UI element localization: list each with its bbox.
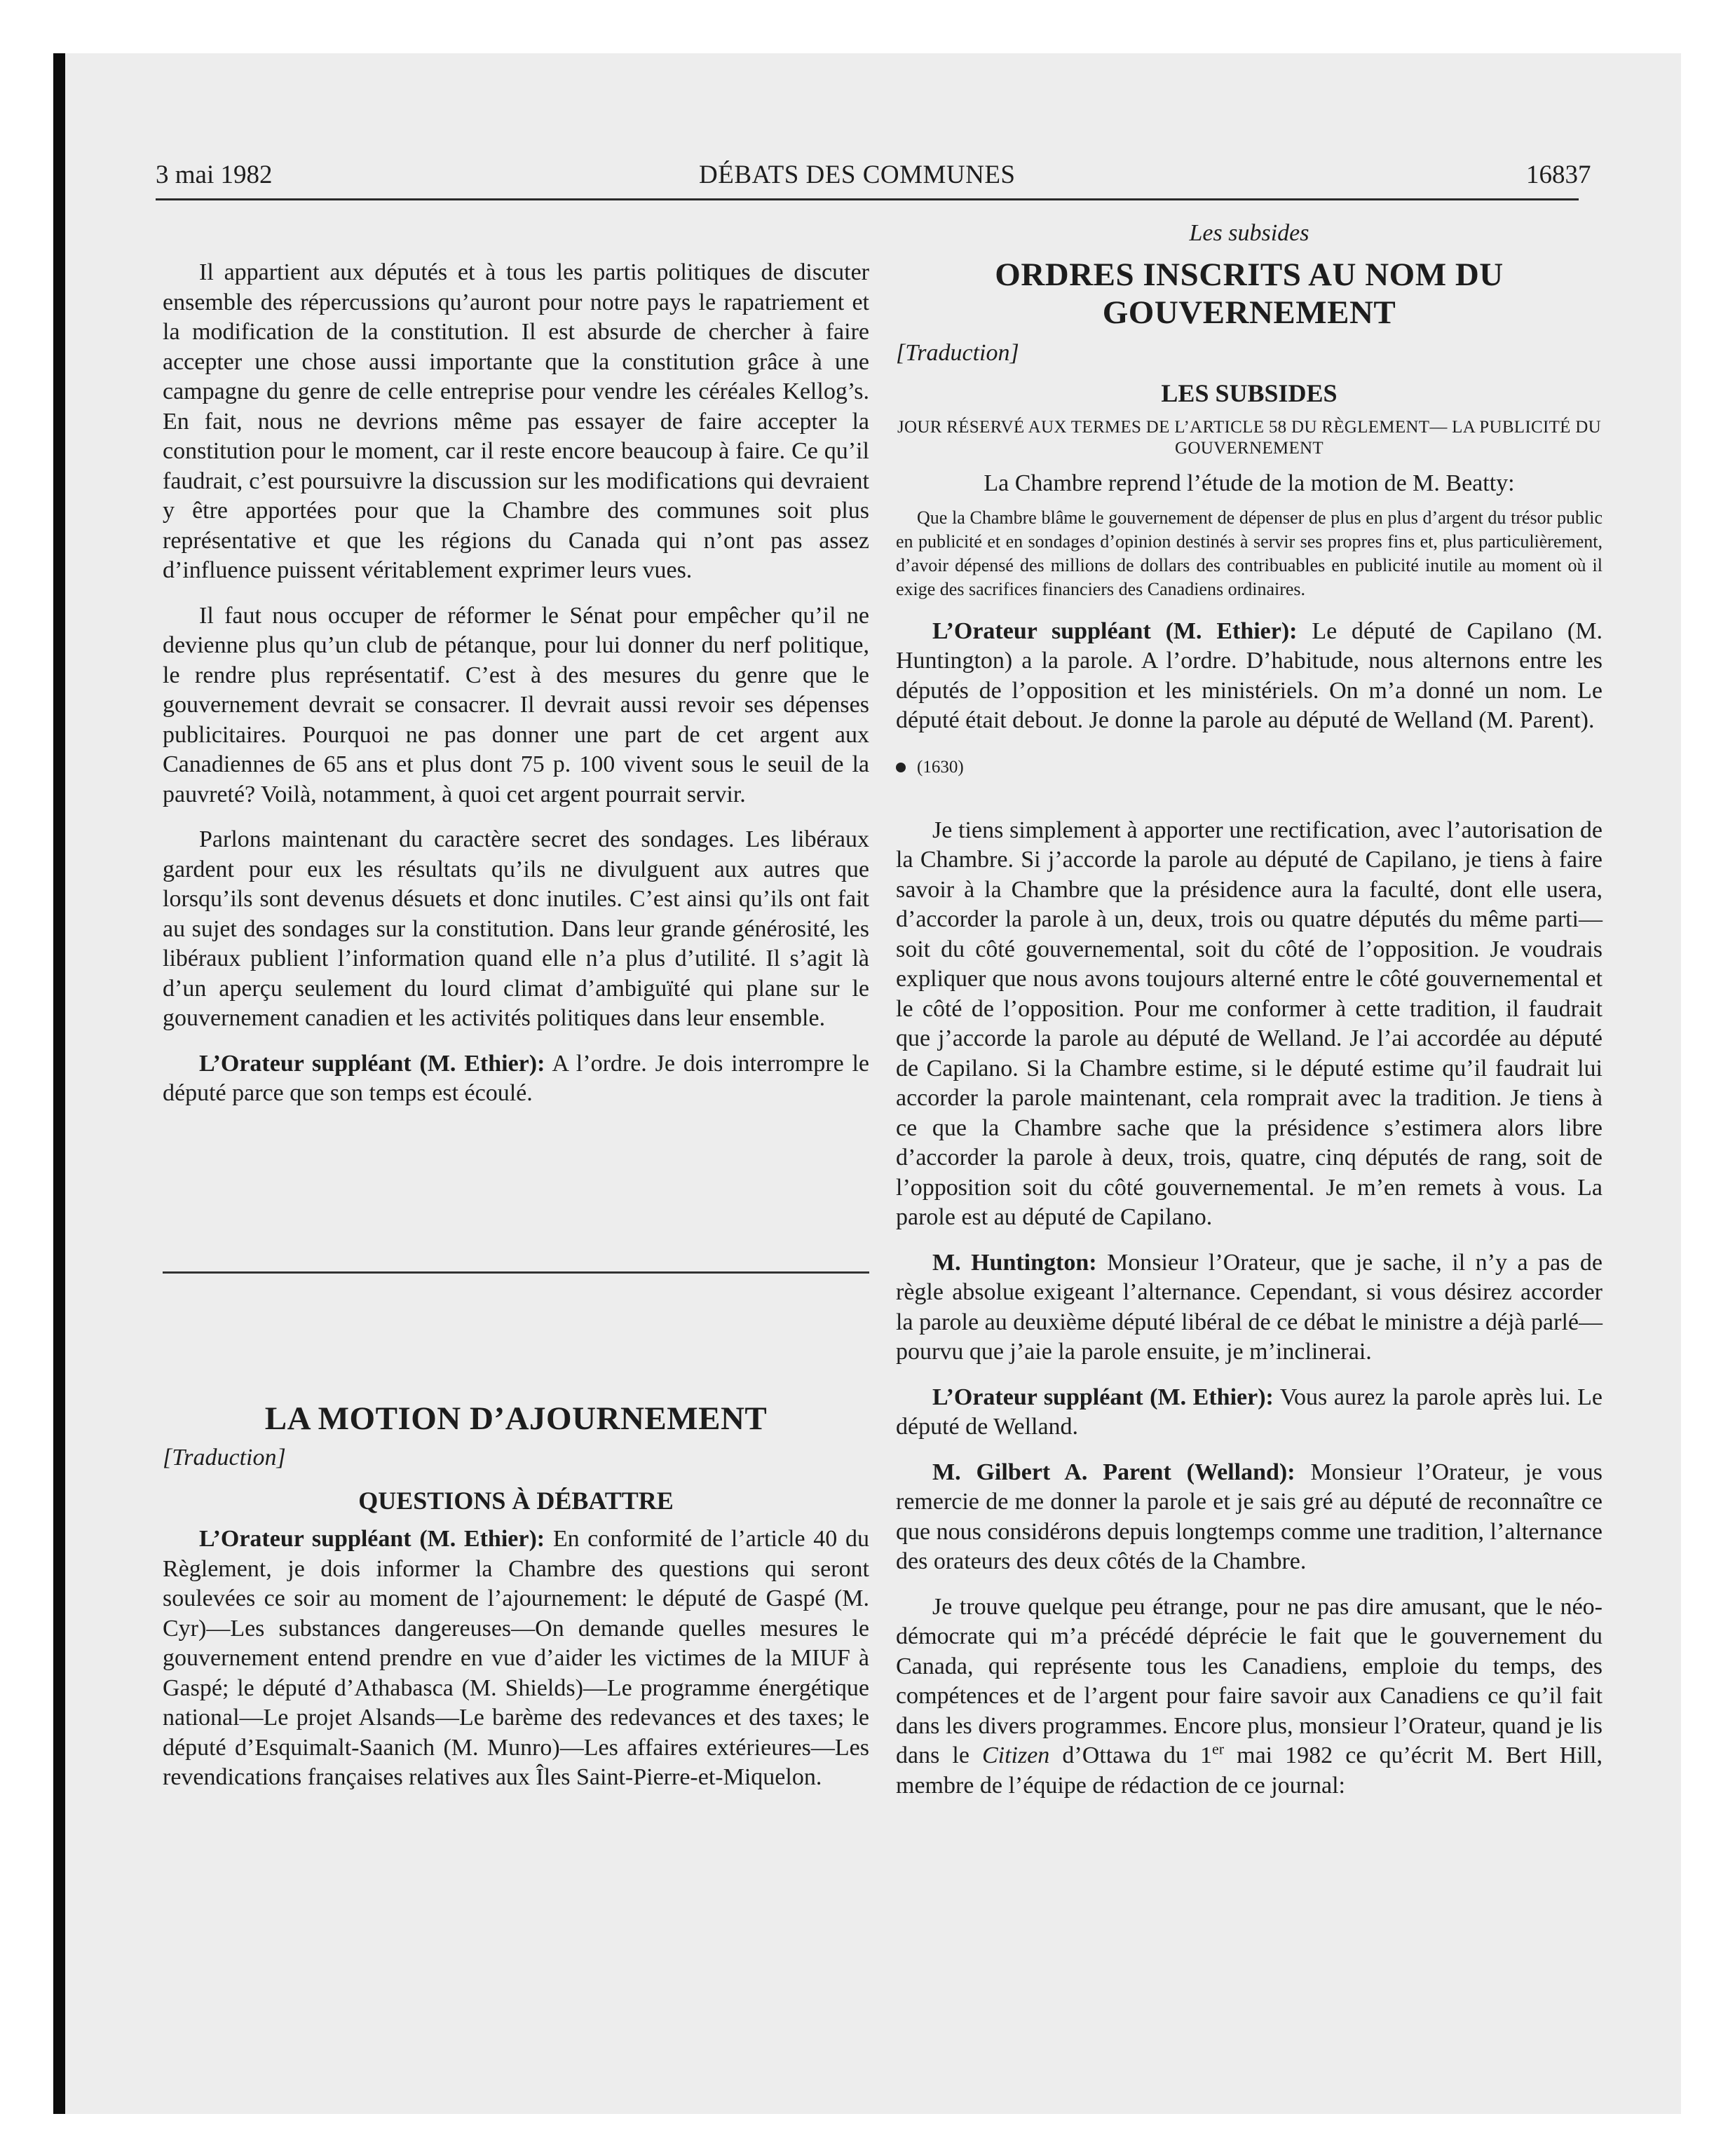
- binding-edge: [53, 53, 65, 2114]
- speaker-name: M. Gilbert A. Parent (Welland):: [932, 1459, 1295, 1485]
- speaker-name: L’Orateur suppléant (M. Ethier):: [932, 618, 1298, 644]
- timestamp: (1630): [917, 757, 964, 777]
- speech-text: Le député de Capilano (M. Huntington) a la parole. A l’ordre. D’habitude, nous alternons entre les députés de l’opposition et les ministériels. On m’a donné un nom. Le député était debout. Je donne la parole au député de Welland (M. Parent).: [896, 618, 1603, 733]
- speech-text: Monsieur l’Orateur, que je sache, il n’y a pas de règle absolue exigeant l’alternance. Cependant, si vous désirez accorder la parole au deuxième député libéral de ce débat le ministre a déjà parlé—pourvu que j’aie la parole ensuite, je m’inclinerai.: [896, 1249, 1603, 1365]
- text-run: d’Ottawa du 1: [1049, 1742, 1212, 1769]
- newspaper-name: Citizen: [981, 1742, 1050, 1769]
- speech-paragraph: [896, 1458, 1603, 1577]
- ordinal-suffix: er: [1211, 1740, 1225, 1759]
- header-title: DÉBATS DES COMMUNES: [699, 161, 1016, 189]
- speaker-name: L’Orateur suppléant (M. Ethier):: [199, 1526, 545, 1552]
- translation-note: [Traduction]: [163, 1444, 286, 1471]
- header-page-number: 16837: [1526, 161, 1591, 189]
- speech-paragraph: [163, 1049, 869, 1109]
- speaker-name: L’Orateur suppléant (M. Ethier):: [932, 1384, 1274, 1410]
- text-run: Je trouve quelque peu étrange, pour ne pas dire amusant, que le néo-démocrate qui m’a précédé déprécie le fait que le gouvernement du Canada, qui représente tous les Canadiens, emploie du temps, des compétences et de l’argent pour faire savoir aux Canadiens ce qu’il fait dans les divers programmes. Encore plus, monsieur l’Orateur, quand je lis dans le: [896, 1593, 1603, 1769]
- subheading: JOUR RÉSERVÉ AUX TERMES DE L’ARTICLE 58 DU RÈGLEMENT— LA PUBLICITÉ DU GOUVERNEMENT: [897, 418, 1601, 458]
- speaker-name: M. Huntington:: [932, 1249, 1097, 1276]
- left-column: [163, 219, 869, 1793]
- section-rule: [163, 1271, 869, 1274]
- speech-text: Vous aurez la parole après lui. Le député de Welland.: [896, 1384, 1603, 1440]
- header-rule: [156, 198, 1579, 200]
- subsection-heading: QUESTIONS À DÉBATTRE: [358, 1487, 674, 1515]
- bullet-icon: [896, 763, 906, 772]
- speech-paragraph: [896, 1248, 1603, 1367]
- paragraph: Je tiens simplement à apporter une rectification, avec l’autorisation de la Chambre. Si j’accorde la parole au député de Capilano, je tiens à faire savoir à la Chambre que la présidence aura la faculté, dont elle usera, d’accorder la parole à un, deux, trois ou quatre députés du même parti—soit du côté gouvernemental, soit du côté de l’opposition. Je voudrais expliquer que nous avons toujours alterné entre le côté gouvernemental et le côté de l’opposition. Pour me conformer à cette tradition, il faudrait que j’accorde la parole au député de Welland. Je l’ai accordée au député de Capilano. Si la Chambre estime, si le député estime qu’il faudrait lui accorder la parole maintenant, cela romprait avec la tradition. Je tiens à ce que la Chambre sache que la présidence s’estimera alors libre d’accorder la parole à deux, trois, quatre, cinq députés de rang, soit de l’opposition soit du côté gouvernemental. Je m’en remets à vous. La parole est au député de Capilano.: [896, 817, 1603, 1231]
- right-column: [896, 219, 1603, 1801]
- speech-text: Monsieur l’Orateur, je vous remercie de me donner la parole et je sais gré au député de reconnaître ce que nous considérons depuis longtemps comme une tradition, l’alternance des orateurs des deux côtés de la Chambre.: [896, 1459, 1603, 1575]
- paragraph: Parlons maintenant du caractère secret des sondages. Les libéraux gardent pour eux les résultats qu’ils ne divulguent aux autres que lorsqu’ils sont devenus désuets et donc inutiles. C’est ainsi qu’ils ont fait au sujet des sondages sur la constitution. Dans leur grande générosité, les libéraux publient l’information quand elle n’a plus d’utilité. Il s’agit là d’un aperçu seulement du lourd climat d’ambiguïté qui plane sur le gouvernement canadien et les activités politiques dans leur ensemble.: [163, 826, 869, 1031]
- header-date: 3 mai 1982: [156, 161, 273, 189]
- text-run: mai 1982 ce qu’écrit M. Bert Hill, membre de l’équipe de rédaction de ce journal:: [896, 1742, 1603, 1799]
- subsection-heading: LES SUBSIDES: [1161, 379, 1338, 407]
- paragraph: Il appartient aux députés et à tous les partis politiques de discuter ensemble des répercussions qu’auront pour notre pays le rapatriement et la modification de la constitution. Il est absurde de chercher à faire accepter une chose aussi importante que la constitution grâce à une campagne du genre de celle entreprise pour vendre les céréales Kellog’s. En fait, nous ne devrions même pas essayer de faire accepter la constitution pour le moment, car il reste encore beaucoup à faire. Ce qu’il faudrait, c’est poursuivre la discussion sur les modifications qui devraient y être apportées pour que la Chambre des communes soit plus représentative et que les régions du Canada qui n’ont pas assez d’influence puissent véritablement exprimer leurs vues.: [163, 259, 869, 583]
- section-heading: ORDRES INSCRITS AU NOM DU GOUVERNEMENT: [995, 256, 1504, 331]
- running-head: Les subsides: [1189, 220, 1309, 246]
- paragraph: [896, 1592, 1603, 1801]
- speech-paragraph: [163, 1524, 869, 1793]
- speech-paragraph: [896, 617, 1603, 736]
- translation-note: [Traduction]: [896, 339, 1019, 366]
- paragraph: Il faut nous occuper de réformer le Sénat pour empêcher qu’il ne devienne plus qu’un club de pétanque, pour lui donner du nerf politique, le rendre plus représentatif. C’est à des mesures du genre que le gouvernement devrait se consacrer. Il devrait aussi revoir ses dépenses publicitaires. Pourquoi ne pas donner une part de cet argent aux Canadiennes de 65 ans et plus dont 75 p. 100 vivent sous le seuil de la pauvreté? Voilà, notamment, à quoi cet argent pourrait servir.: [163, 602, 869, 807]
- section-heading: LA MOTION D’AJOURNEMENT: [264, 1400, 768, 1437]
- speech-text: A l’ordre. Je dois interrompre le député parce que son temps est écoulé.: [163, 1050, 869, 1106]
- speech-paragraph: [896, 1383, 1603, 1442]
- speech-text: En conformité de l’article 40 du Règlement, je dois informer la Chambre des questions qui seront soulevées ce soir au moment de l’ajournement: le député de Gaspé (M. Cyr)—Les substances dangereuses—On demande quelles mesures le gouvernement entend prendre en vue d’aider les victimes de la MIUF à Gaspé; le député d’Athabasca (M. Shields)—Le programme énergétique national—Le projet Alsands—Le barème des redevances et des taxes; le député d’Esquimalt-Saanich (M. Munro)—Les affaires extérieures—Les revendications françaises relatives aux Îles Saint-Pierre-et-Miquelon.: [163, 1526, 869, 1790]
- timestamp-line: [896, 751, 1603, 782]
- motion-intro: La Chambre reprend l’étude de la motion de M. Beatty:: [984, 470, 1515, 496]
- speaker-name: L’Orateur suppléant (M. Ethier):: [199, 1050, 545, 1077]
- motion-text: Que la Chambre blâme le gouvernement de dépenser de plus en plus d’argent du trésor public en publicité et en sondages d’opinion destinés à servir ses propres fins et, plus particulièrement, d’avoir dépensé des millions de dollars des contribuables en publicité inutile au moment où il exige des sacrifices financiers des Canadiens ordinaires.: [896, 507, 1603, 599]
